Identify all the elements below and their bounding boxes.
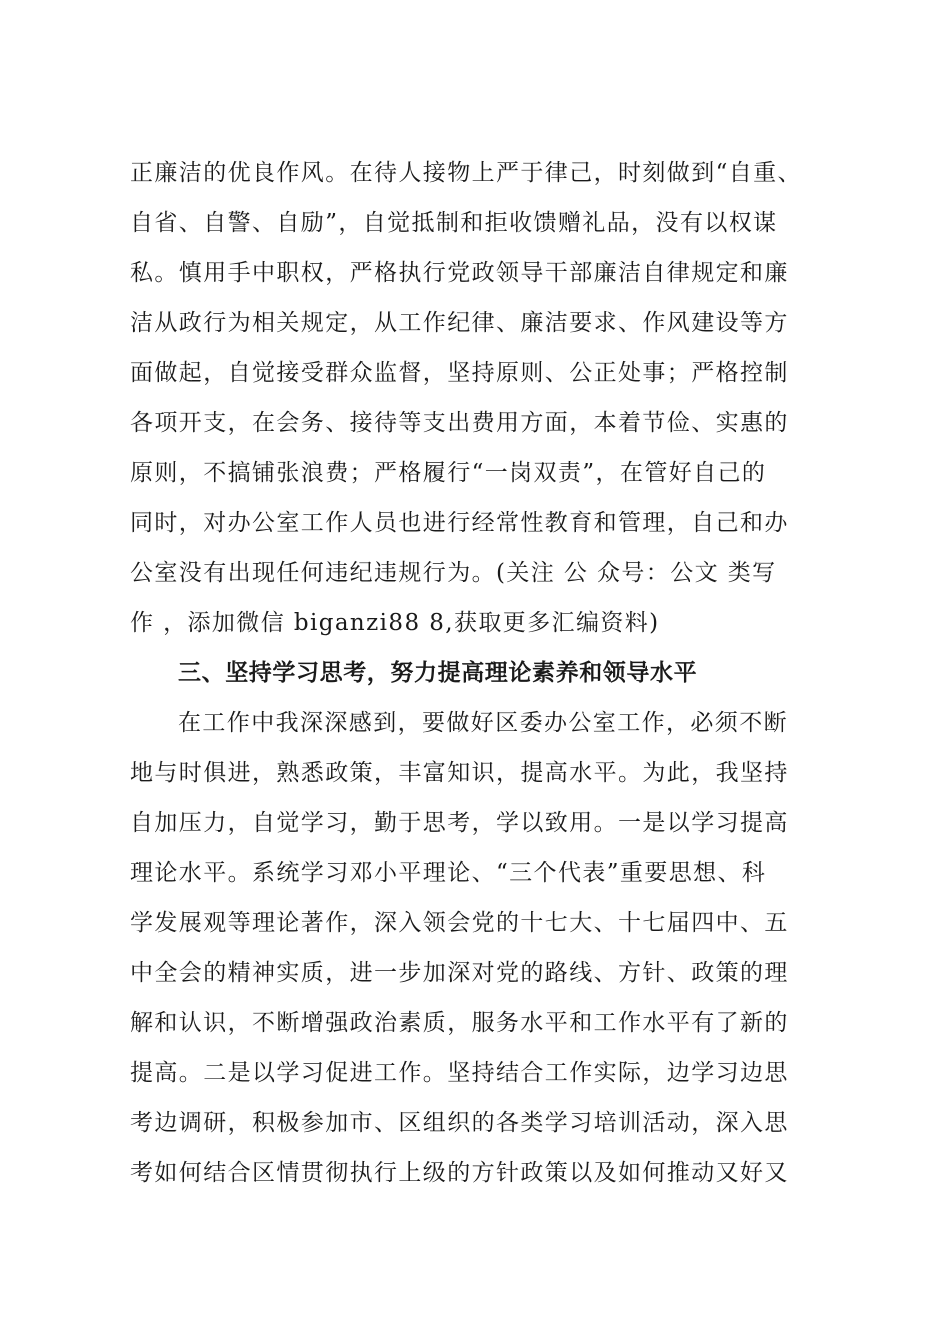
paragraph-integrity-conduct: [130, 148, 830, 648]
text-line: 提高。二是以学习促进工作。坚持结合工作实际，边学习边思: [130, 1060, 789, 1086]
text-line: 学发展观等理论著作，深入领会党的十七大、十七届四中、五: [130, 910, 789, 936]
text-line: 地与时俱进，熟悉政策，丰富知识，提高水平。为此，我坚持: [130, 760, 789, 786]
text-line: 私。慎用手中职权，严格执行党政领导干部廉洁自律规定和廉: [130, 260, 789, 286]
text-line: 各项开支，在会务、接待等支出费用方面，本着节俭、实惠的: [130, 410, 789, 436]
text-line: 作 ，添加微信 biganzi88 8,获取更多汇编资料): [130, 610, 660, 636]
text-line: 考如何结合区情贯彻执行上级的方针政策以及如何推动又好又: [130, 1160, 789, 1186]
paragraph-learning: [130, 698, 830, 1198]
document-body: [130, 148, 830, 1198]
text-line: 洁从政行为相关规定，从工作纪律、廉洁要求、作风建设等方: [130, 310, 789, 336]
text-line: 中全会的精神实质，进一步加深对党的路线、方针、政策的理: [130, 960, 789, 986]
text-line: 在工作中我深深感到，要做好区委办公室工作，必须不断: [178, 710, 788, 736]
text-line: 公室没有出现任何违纪违规行为。(关注 公 众号：公文 类写: [130, 560, 777, 586]
text-line: 理论水平。系统学习邓小平理论、“三个代表”重要思想、科: [130, 860, 767, 886]
text-line: 解和认识，不断增强政治素质，服务水平和工作水平有了新的: [130, 1010, 789, 1036]
text-line: 自加压力，自觉学习，勤于思考，学以致用。一是以学习提高: [130, 810, 789, 836]
text-line: 考边调研，积极参加市、区组织的各类学习培训活动，深入思: [130, 1110, 789, 1136]
text-line: 自省、自警、自励”，自觉抵制和拒收馈赠礼品，没有以权谋: [130, 210, 778, 236]
text-line: 面做起，自觉接受群众监督，坚持原则、公正处事；严格控制: [130, 360, 789, 386]
text-line: 正廉洁的优良作风。在待人接物上严于律己，时刻做到“自重、: [130, 160, 802, 186]
text-line: 同时，对办公室工作人员也进行经常性教育和管理，自己和办: [130, 510, 789, 536]
section-heading: 三、坚持学习思考，努力提高理论素养和领导水平: [178, 660, 698, 686]
text-line: 原则，不搞铺张浪费；严格履行“一岗双责”，在管好自己的: [130, 460, 767, 486]
